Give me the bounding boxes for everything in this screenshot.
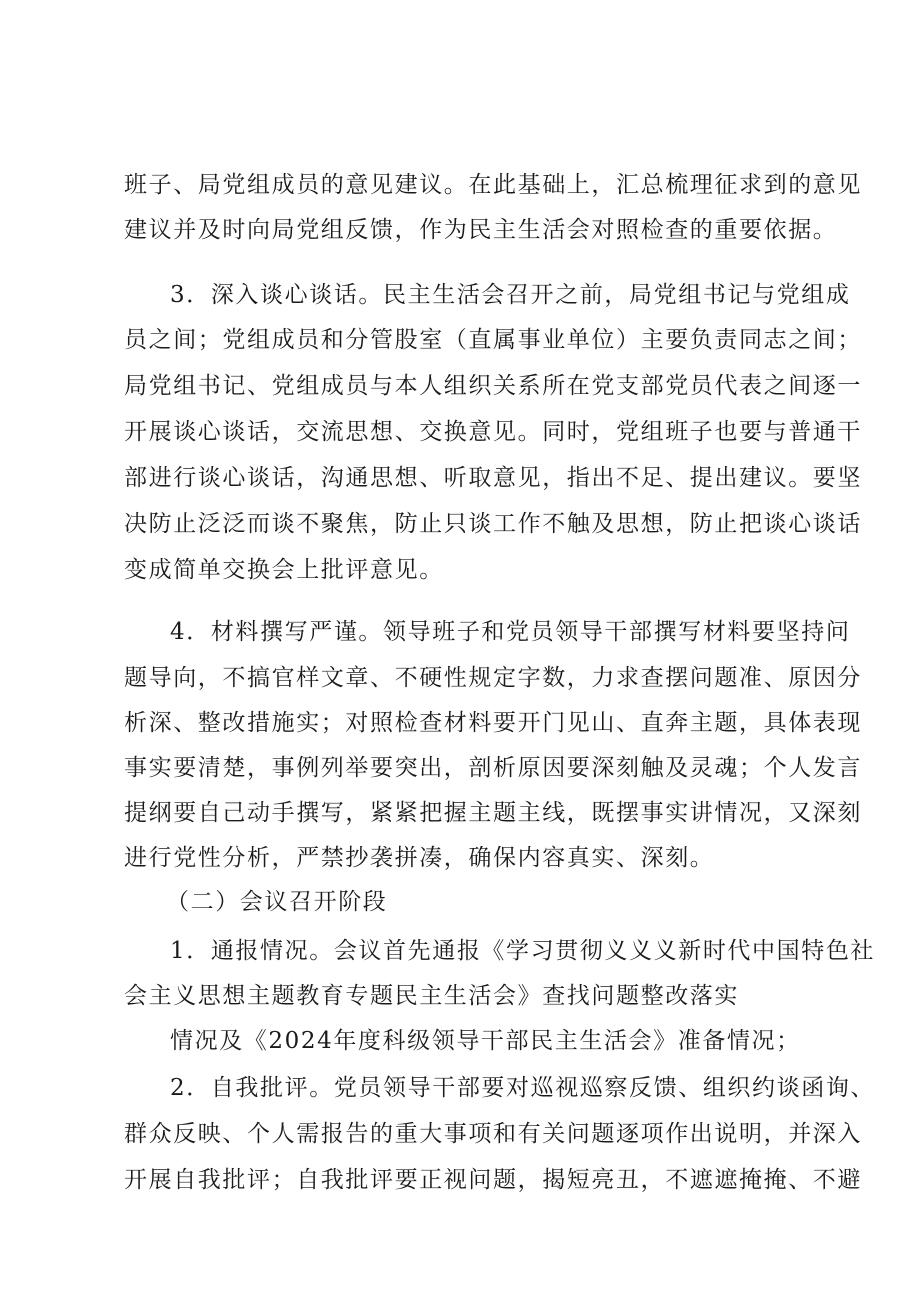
- paragraph-heading-4: 4．材料撰写严谨。领导班子和党员领导干部撰写材料要坚持问: [170, 619, 851, 645]
- text-line: 情况及《2024年度科级领导干部民主生活会》准备情况；: [170, 1028, 801, 1054]
- text-line: 提纲要自己动手撰写，紧紧把握主题主线，既摆事实讲情况，又深刻: [124, 800, 862, 826]
- text-line: 建议并及时向局党组反馈，作为民主生活会对照检查的重要依据。: [124, 217, 838, 243]
- text-line: 部进行谈心谈话，沟通思想、听取意见，指出不足、提出建议。要坚: [124, 465, 862, 491]
- text-line: 班子、局党组成员的意见建议。在此基础上，汇总梳理征求到的意见: [124, 172, 862, 198]
- text-line: 开展自我批评；自我批评要正视问题，揭短亮丑，不遮遮掩掩、不避: [124, 1167, 862, 1193]
- text-line: 开展谈心谈话，交流思想、交换意见。同时，党组班子也要与普通干: [124, 419, 862, 445]
- paragraph-heading-1: 1．通报情况。会议首先通报《学习贯彻义义义新时代中国特色社: [170, 938, 876, 964]
- text-line: 进行党性分析，严禁抄袭拼凑，确保内容真实、深刻。: [124, 845, 715, 871]
- paragraph-heading-3: 3．深入谈心谈话。民主生活会召开之前，局党组书记与党组成: [170, 282, 851, 308]
- section-heading: （二）会议召开阶段: [166, 889, 388, 915]
- text-line: 局党组书记、党组成员与本人组织关系所在党支部党员代表之间逐一: [124, 373, 862, 399]
- text-line: 析深、整改措施实；对照检查材料要开门见山、直奔主题，具体表现: [124, 710, 862, 736]
- text-line: 题导向，不搞官样文章、不硬性规定字数，力求查摆问题准、原因分: [124, 665, 862, 691]
- text-line: 会主义思想主题教育专题民主生活会》查找问题整改落实: [124, 983, 739, 1009]
- paragraph-heading-2: 2．自我批评。党员领导干部要对巡视巡察反馈、组织约谈函询、: [170, 1075, 876, 1101]
- text-line: 决防止泛泛而谈不聚焦，防止只谈工作不触及思想，防止把谈心谈话: [124, 511, 862, 537]
- text-line: 事实要清楚，事例列举要突出，剖析原因要深刻触及灵魂；个人发言: [124, 755, 862, 781]
- text-line: 群众反映、个人需报告的重大事项和有关问题逐项作出说明，并深入: [124, 1121, 862, 1147]
- text-line: 员之间；党组成员和分管股室（直属事业单位）主要负责同志之间；: [124, 327, 862, 353]
- text-line: 变成简单交换会上批评意见。: [124, 557, 444, 583]
